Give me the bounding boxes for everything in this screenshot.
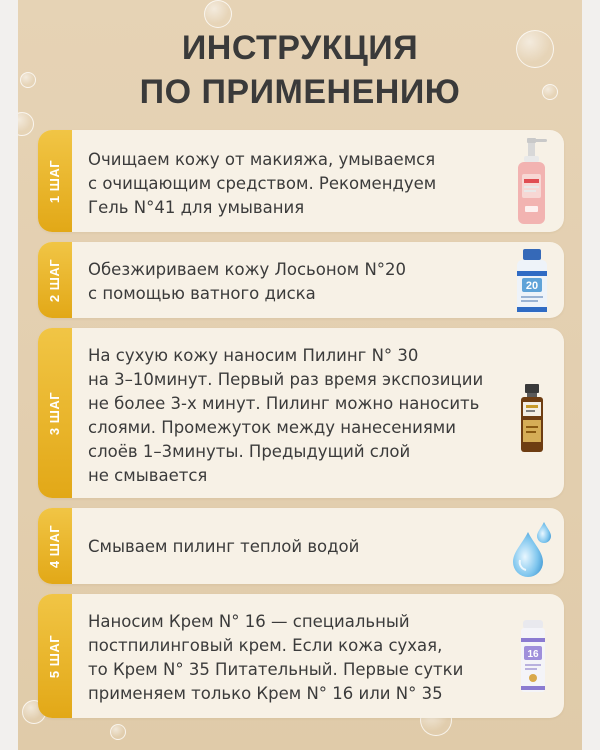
step-text-1: Очищаем кожу от макияжа, умываемся с очищающим средством. Рекомендуем Гель N°41 для умывания	[88, 150, 437, 217]
step-card-4	[38, 508, 564, 584]
step-card-5	[38, 594, 564, 718]
step-tab-label: 3 ШАГ	[47, 391, 63, 435]
step-tab-label: 4 ШАГ	[47, 524, 63, 568]
pump-bottle-icon	[513, 136, 551, 228]
bubble-decoration	[204, 0, 232, 28]
step-card-1	[38, 130, 564, 232]
step-text-4: Смываем пилинг теплой водой	[88, 537, 360, 556]
step-card-3	[38, 328, 564, 498]
step-tab-4	[38, 508, 72, 584]
step-tab-5	[38, 594, 72, 718]
page-title-line-2: ПО ПРИМЕНЕНИЮ	[139, 73, 461, 111]
cream-label: 16	[527, 649, 539, 660]
lotion-bottle-icon	[512, 247, 552, 315]
water-drops-icon	[510, 518, 554, 578]
step-text-2: Обезжириваем кожу Лосьоном N°20 с помощью ватного диска	[88, 260, 407, 303]
page-title	[0, 26, 600, 114]
step-tab-2	[38, 242, 72, 318]
step-text-3: На сухую кожу наносим Пилинг N° 30 на 3–10минут. Первый раз время экспозиции не более 3-х минут. Пилинг можно наносить слоями. Промежуток между нанесениями слоёв 1–3минуты. Предыдущий слой не смывается	[88, 346, 484, 485]
step-text-5: Наносим Крем N° 16 — специальный постпилинговый крем. Если кожа сухая, то Крем N° 35 Питательный. Первые сутки применяем только Крем N° 16 или N° 35	[88, 612, 464, 703]
step-tab-label: 5 ШАГ	[47, 634, 63, 678]
step-tab-label: 2 ШАГ	[47, 258, 63, 302]
cream-airless-bottle-icon	[516, 618, 550, 694]
step-tab-3	[38, 328, 72, 498]
bubble-decoration	[18, 112, 34, 136]
lotion-label: 20	[525, 280, 539, 292]
step-tab-1	[38, 130, 72, 232]
step-card-2	[38, 242, 564, 318]
page-title-line-1: ИНСТРУКЦИЯ	[181, 29, 419, 67]
peeling-vial-icon	[518, 382, 546, 454]
bubble-decoration	[110, 724, 126, 740]
step-tab-label: 1 ШАГ	[47, 159, 63, 203]
